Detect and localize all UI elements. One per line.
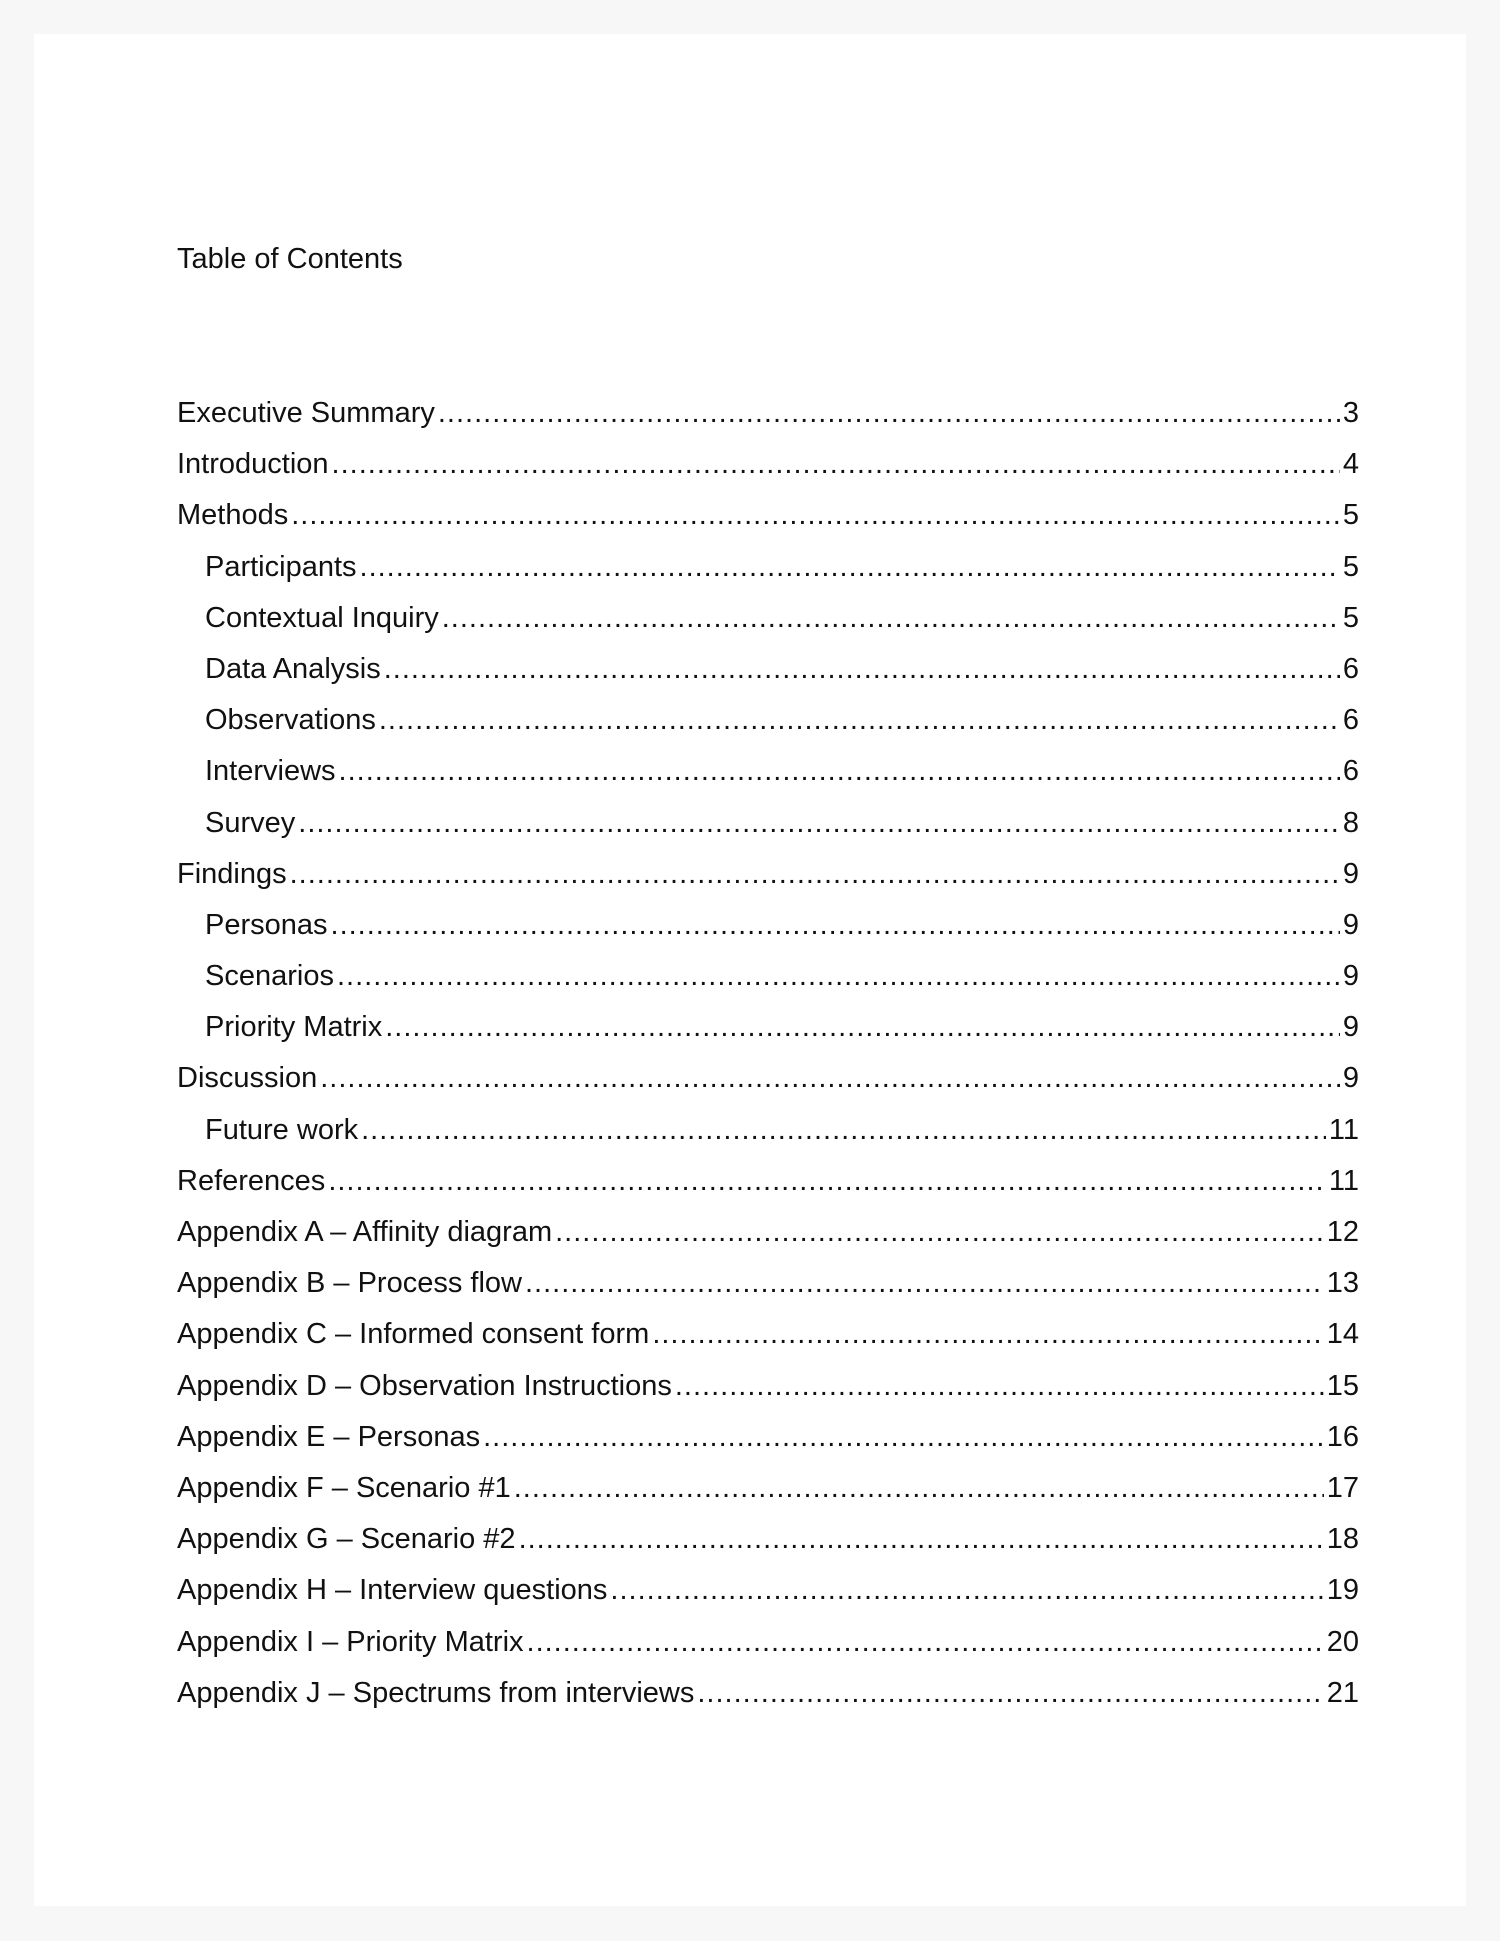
toc-dot-leader <box>652 1314 1323 1354</box>
toc-entry-page-number: 6 <box>1342 704 1359 737</box>
toc-dot-leader <box>290 854 1340 894</box>
toc-entry-page-number: 9 <box>1342 1062 1359 1095</box>
toc-entry-page-number: 4 <box>1342 448 1359 481</box>
toc-entry <box>177 495 1359 546</box>
toc-entry-label: Survey <box>205 806 296 839</box>
toc-entry-label: References <box>177 1164 326 1197</box>
toc-entry <box>177 1110 1359 1161</box>
toc-entry-page-number: 6 <box>1342 652 1359 685</box>
toc-entry <box>177 1417 1359 1468</box>
toc-entry-page-number: 3 <box>1342 397 1359 429</box>
toc-dot-leader <box>331 905 1340 945</box>
toc-entry-page-number: 17 <box>1326 1471 1359 1504</box>
toc-entry-page-number: 16 <box>1326 1420 1359 1453</box>
toc-entry <box>177 1212 1359 1263</box>
toc-entry-page-number: 5 <box>1342 550 1359 583</box>
toc-dot-leader <box>332 444 1340 484</box>
toc-dot-leader <box>519 1519 1324 1559</box>
toc-entry-label: Executive Summary <box>177 397 435 429</box>
toc-entry <box>177 854 1359 905</box>
toc-entry <box>177 1468 1359 1519</box>
toc-entry-page-number: 15 <box>1326 1369 1359 1402</box>
toc-entry <box>177 751 1359 802</box>
toc-entry-page-number: 6 <box>1342 755 1359 788</box>
toc-title: Table of Contents <box>177 243 403 275</box>
toc-dot-leader <box>483 1417 1324 1457</box>
toc-entry-label: Priority Matrix <box>205 1011 383 1044</box>
toc-entry <box>177 905 1359 956</box>
toc-entry <box>177 700 1359 751</box>
toc-entry <box>177 598 1359 649</box>
toc-entry <box>177 1314 1359 1365</box>
toc-dot-leader <box>339 751 1340 791</box>
toc-dot-leader <box>527 1622 1324 1662</box>
toc-entry-label: Findings <box>177 857 287 890</box>
toc-entry-label: Appendix F – Scenario #1 <box>177 1471 511 1504</box>
toc-entry-label: Appendix D – Observation Instructions <box>177 1369 672 1402</box>
toc-entry-page-number: 9 <box>1342 1011 1359 1044</box>
toc-entry <box>177 1058 1359 1109</box>
toc-entry <box>177 393 1359 444</box>
toc-dot-leader <box>291 495 1340 535</box>
toc-entry-page-number: 11 <box>1328 1113 1359 1146</box>
toc-entry-page-number: 20 <box>1326 1625 1359 1658</box>
toc-entry-label: Interviews <box>205 755 336 788</box>
toc-dot-leader <box>697 1673 1323 1713</box>
toc-dot-leader <box>514 1468 1324 1508</box>
toc-dot-leader <box>337 956 1340 996</box>
toc-entry-label: Appendix A – Affinity diagram <box>177 1216 553 1248</box>
toc-entry <box>177 649 1359 700</box>
document-page <box>34 34 1466 1906</box>
toc-entry <box>177 1622 1359 1673</box>
toc-entry-label: Appendix E – Personas <box>177 1420 481 1453</box>
toc-entry <box>177 1007 1359 1058</box>
toc-dot-leader <box>320 1058 1340 1098</box>
toc-entry <box>177 444 1359 495</box>
toc-entry <box>177 1161 1359 1212</box>
toc-dot-leader <box>610 1570 1323 1610</box>
toc-entry-label: Appendix C – Informed consent form <box>177 1318 650 1351</box>
toc-entry <box>177 1366 1359 1417</box>
toc-entry-label: Participants <box>205 550 357 583</box>
toc-entry-page-number: 9 <box>1342 960 1359 993</box>
toc-entry-page-number: 18 <box>1326 1523 1359 1556</box>
toc-entry-label: Contextual Inquiry <box>205 601 439 634</box>
toc-entry-page-number: 13 <box>1326 1267 1359 1300</box>
toc-entry <box>177 1263 1359 1314</box>
toc-entry-page-number: 14 <box>1326 1318 1359 1351</box>
toc-entry-label: Personas <box>205 908 328 941</box>
toc-entry-page-number: 5 <box>1342 499 1359 532</box>
toc-dot-leader <box>360 547 1340 587</box>
toc-entry-label: Appendix H – Interview questions <box>177 1574 608 1607</box>
toc-entry-label: Appendix J – Spectrums from interviews <box>177 1676 695 1709</box>
toc-entry-page-number: 12 <box>1326 1216 1359 1248</box>
toc-entry <box>177 547 1359 598</box>
toc-entry-label: Appendix B – Process flow <box>177 1267 522 1300</box>
toc-dot-leader <box>555 1212 1324 1252</box>
toc-dot-leader <box>298 803 1340 843</box>
toc-entry-label: Observations <box>205 704 376 737</box>
toc-list <box>177 393 1359 1724</box>
toc-entry-label: Appendix G – Scenario #2 <box>177 1523 516 1556</box>
toc-entry-page-number: 9 <box>1342 908 1359 941</box>
toc-entry <box>177 1519 1359 1570</box>
toc-entry-page-number: 21 <box>1326 1676 1359 1709</box>
toc-entry <box>177 1570 1359 1621</box>
toc-dot-leader <box>442 598 1340 638</box>
toc-dot-leader <box>675 1366 1324 1406</box>
toc-entry-page-number: 5 <box>1342 601 1359 634</box>
toc-entry <box>177 956 1359 1007</box>
toc-dot-leader <box>525 1263 1324 1303</box>
toc-entry-label: Data Analysis <box>205 652 381 685</box>
toc-entry-label: Discussion <box>177 1062 318 1095</box>
toc-entry-label: Scenarios <box>205 960 334 993</box>
toc-dot-leader <box>328 1161 1326 1201</box>
toc-dot-leader <box>384 649 1340 689</box>
toc-dot-leader <box>385 1007 1340 1047</box>
toc-entry-label: Future work <box>205 1113 359 1146</box>
toc-entry-page-number: 8 <box>1342 806 1359 839</box>
toc-entry <box>177 803 1359 854</box>
toc-dot-leader <box>361 1110 1326 1150</box>
toc-entry-page-number: 19 <box>1326 1574 1359 1607</box>
toc-dot-leader <box>379 700 1340 740</box>
toc-entry <box>177 1673 1359 1724</box>
toc-entry-page-number: 11 <box>1328 1164 1359 1197</box>
toc-entry-label: Introduction <box>177 448 329 481</box>
toc-entry-label: Methods <box>177 499 289 532</box>
toc-dot-leader <box>438 393 1340 433</box>
toc-entry-label: Appendix I – Priority Matrix <box>177 1625 524 1658</box>
toc-entry-page-number: 9 <box>1342 857 1359 890</box>
